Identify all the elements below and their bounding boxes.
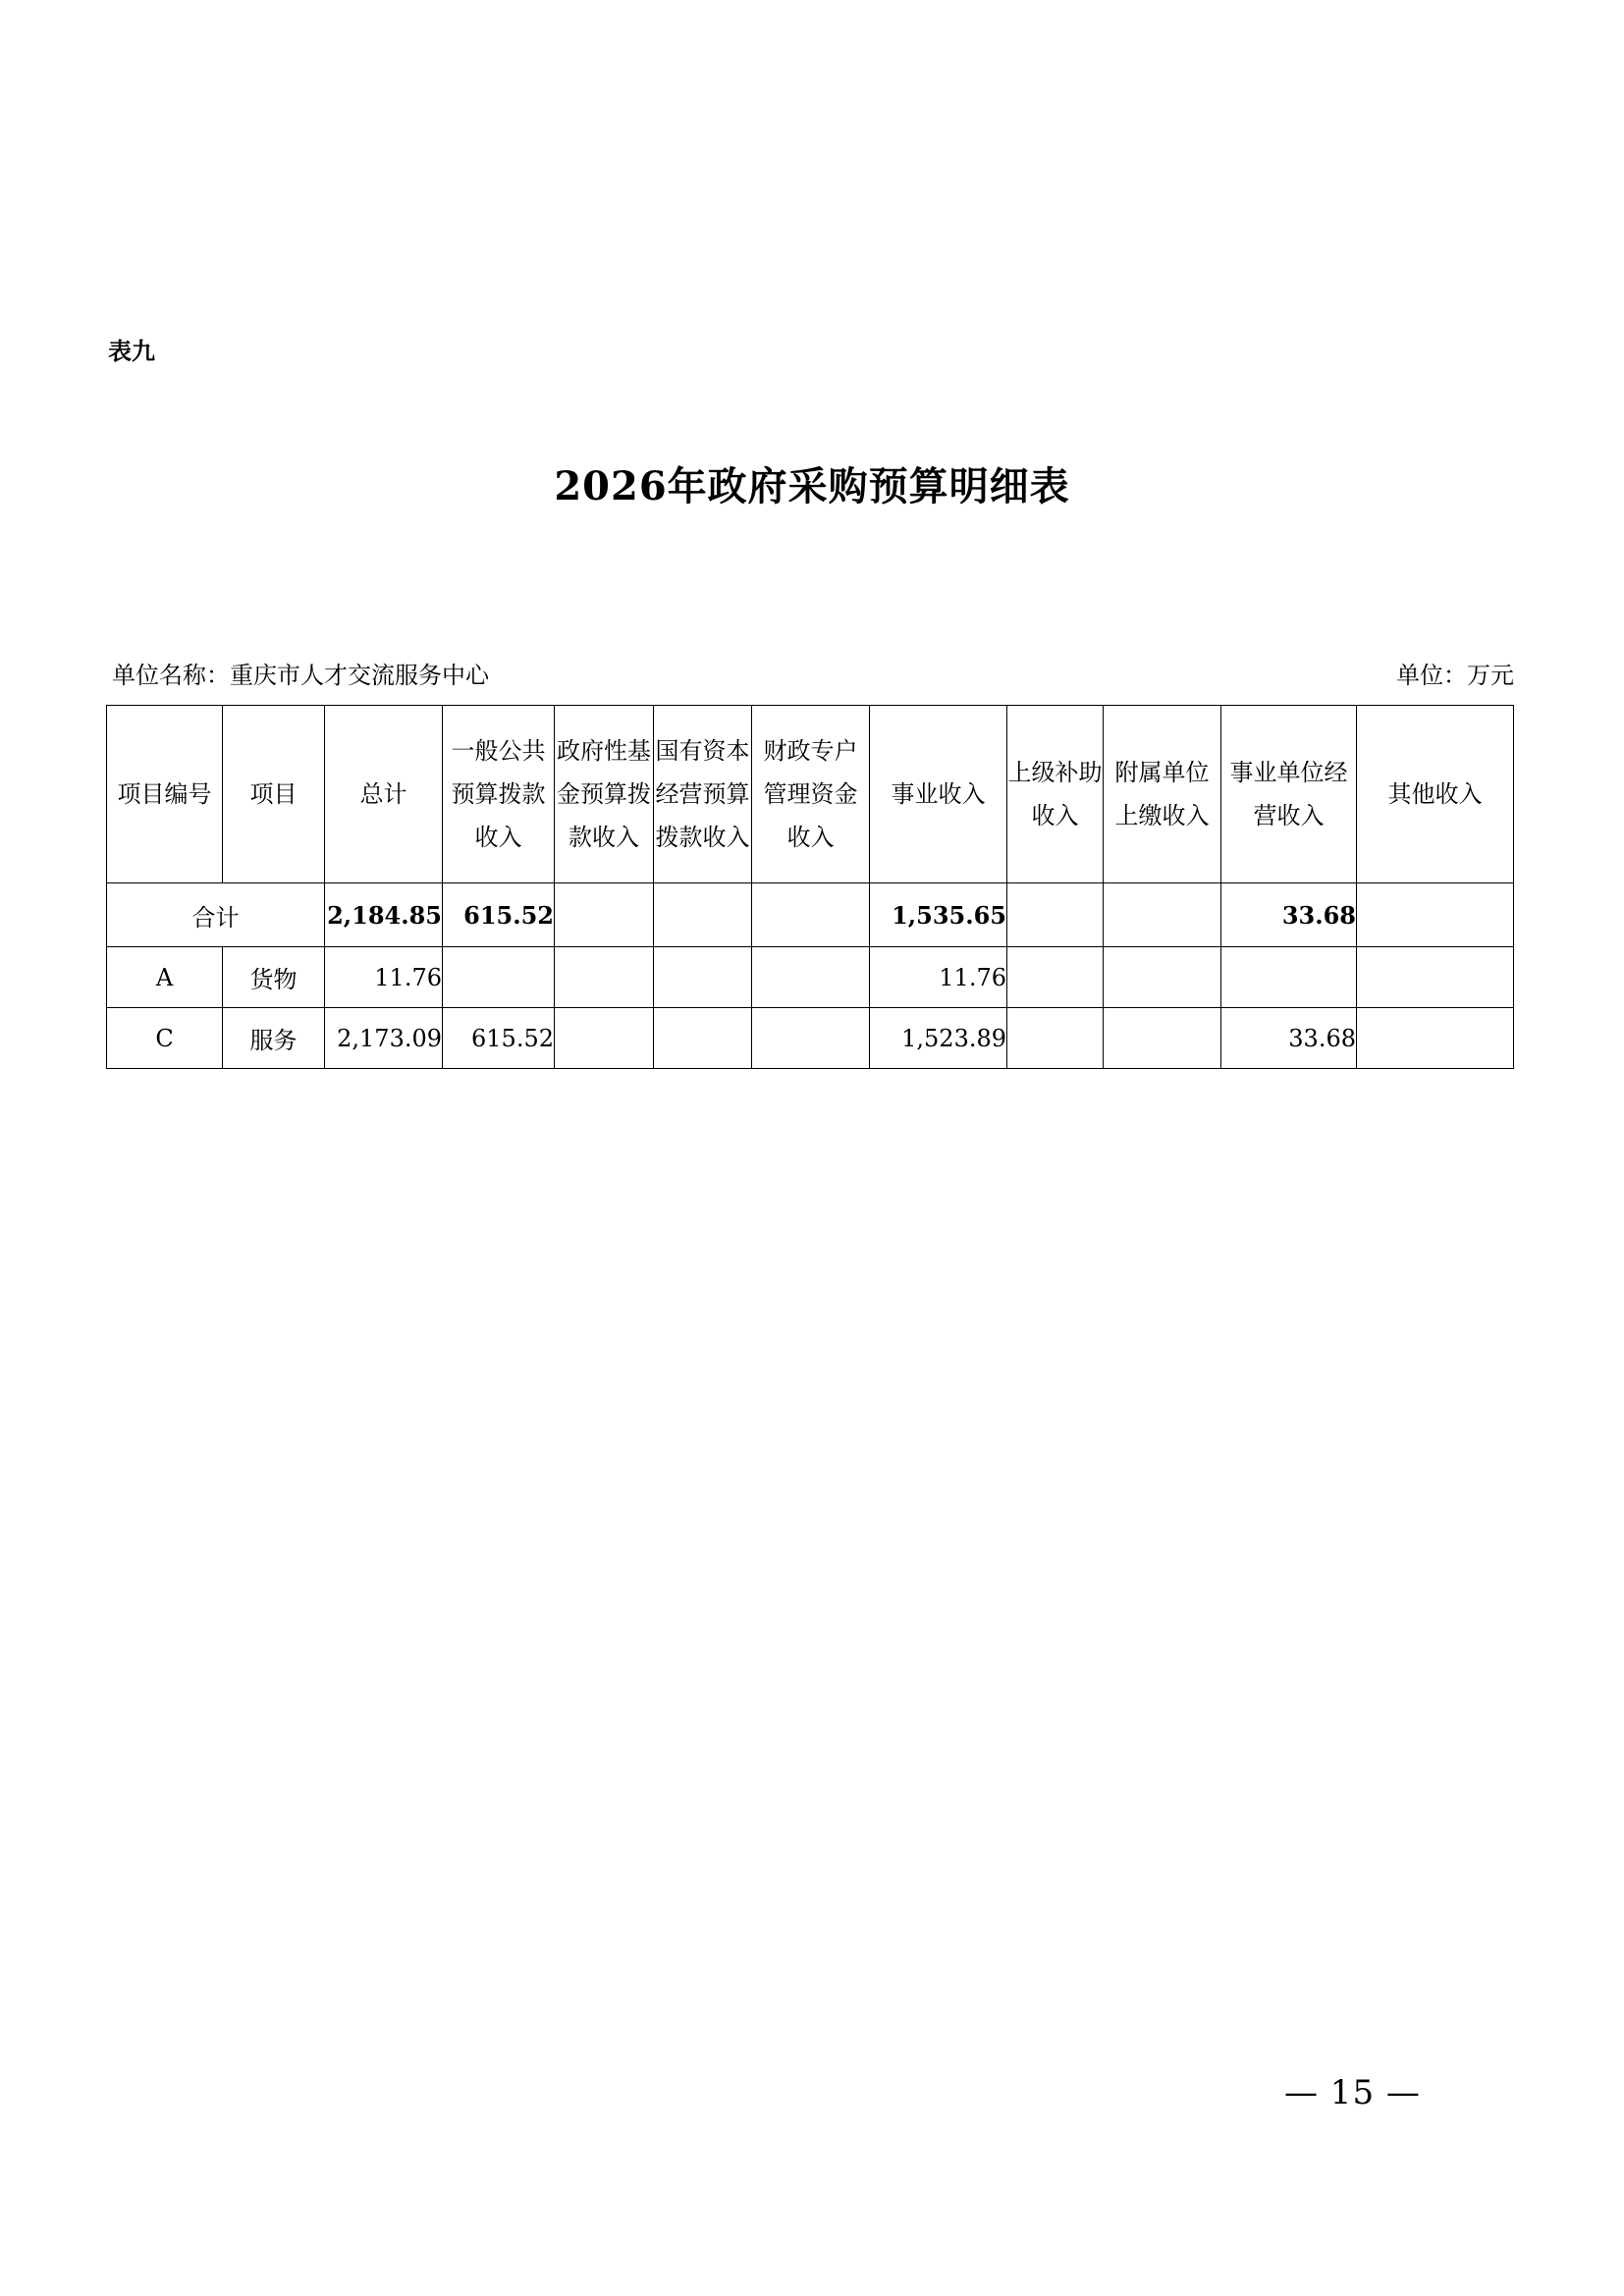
total-cell-affiliate-payment (1104, 883, 1221, 947)
procurement-budget-table (106, 705, 1514, 1069)
header-row (107, 706, 1514, 883)
total-cell-total: 2,184.85 (325, 883, 443, 947)
row-cell-gov-fund (555, 947, 654, 1008)
column-header-other-income: 其他收入 (1357, 706, 1514, 883)
column-header-business-income: 事业收入 (870, 706, 1007, 883)
column-header-general-budget: 一般公共预算拨款收入 (443, 706, 555, 883)
row-cell-special-account (752, 1008, 870, 1069)
row-cell-state-capital (654, 1008, 752, 1069)
row-item: 服务 (223, 1008, 325, 1069)
document-title: 2026年政府采购预算明细表 (554, 463, 1070, 509)
column-header-superior-subsidy: 上级补助收入 (1007, 706, 1104, 883)
row-code: A (107, 947, 223, 1008)
row-cell-business-income: 1,523.89 (870, 1008, 1007, 1069)
column-header-state-capital: 国有资本经营预算拨款收入 (654, 706, 752, 883)
unit-name: 单位名称：重庆市人才交流服务中心 (112, 662, 489, 689)
table-row (107, 1008, 1514, 1069)
total-cell-state-capital (654, 883, 752, 947)
column-header-affiliate-payment: 附属单位上缴收入 (1104, 706, 1221, 883)
row-item: 货物 (223, 947, 325, 1008)
unit-label: 单位：万元 (1396, 662, 1514, 689)
row-cell-affiliate-payment (1104, 1008, 1221, 1069)
meta-row (108, 656, 1514, 689)
row-cell-other-income (1357, 1008, 1514, 1069)
row-cell-total: 2,173.09 (325, 1008, 443, 1069)
row-cell-other-income (1357, 947, 1514, 1008)
row-cell-business-income: 11.76 (870, 947, 1007, 1008)
total-cell-superior-subsidy (1007, 883, 1104, 947)
row-cell-general-budget: 615.52 (443, 1008, 555, 1069)
column-header-gov-fund: 政府性基金预算拨款收入 (555, 706, 654, 883)
total-cell-special-account (752, 883, 870, 947)
table-row (107, 947, 1514, 1008)
total-cell-other-income (1357, 883, 1514, 947)
row-cell-general-budget (443, 947, 555, 1008)
row-code: C (107, 1008, 223, 1069)
total-cell-operating-income: 33.68 (1221, 883, 1357, 947)
row-cell-superior-subsidy (1007, 947, 1104, 1008)
total-label: 合计 (107, 883, 325, 947)
page-number: — 15 — (1284, 2073, 1421, 2112)
row-cell-gov-fund (555, 1008, 654, 1069)
row-cell-special-account (752, 947, 870, 1008)
column-header-total: 总计 (325, 706, 443, 883)
column-header-operating-income: 事业单位经营收入 (1221, 706, 1357, 883)
row-cell-affiliate-payment (1104, 947, 1221, 1008)
total-cell-general-budget: 615.52 (443, 883, 555, 947)
row-cell-superior-subsidy (1007, 1008, 1104, 1069)
row-cell-operating-income (1221, 947, 1357, 1008)
column-header-item: 项目 (223, 706, 325, 883)
column-header-code: 项目编号 (107, 706, 223, 883)
table-label: 表九 (108, 338, 155, 365)
total-row (107, 883, 1514, 947)
total-cell-business-income: 1,535.65 (870, 883, 1007, 947)
row-cell-state-capital (654, 947, 752, 1008)
total-cell-gov-fund (555, 883, 654, 947)
column-header-special-account: 财政专户管理资金收入 (752, 706, 870, 883)
row-cell-operating-income: 33.68 (1221, 1008, 1357, 1069)
row-cell-total: 11.76 (325, 947, 443, 1008)
